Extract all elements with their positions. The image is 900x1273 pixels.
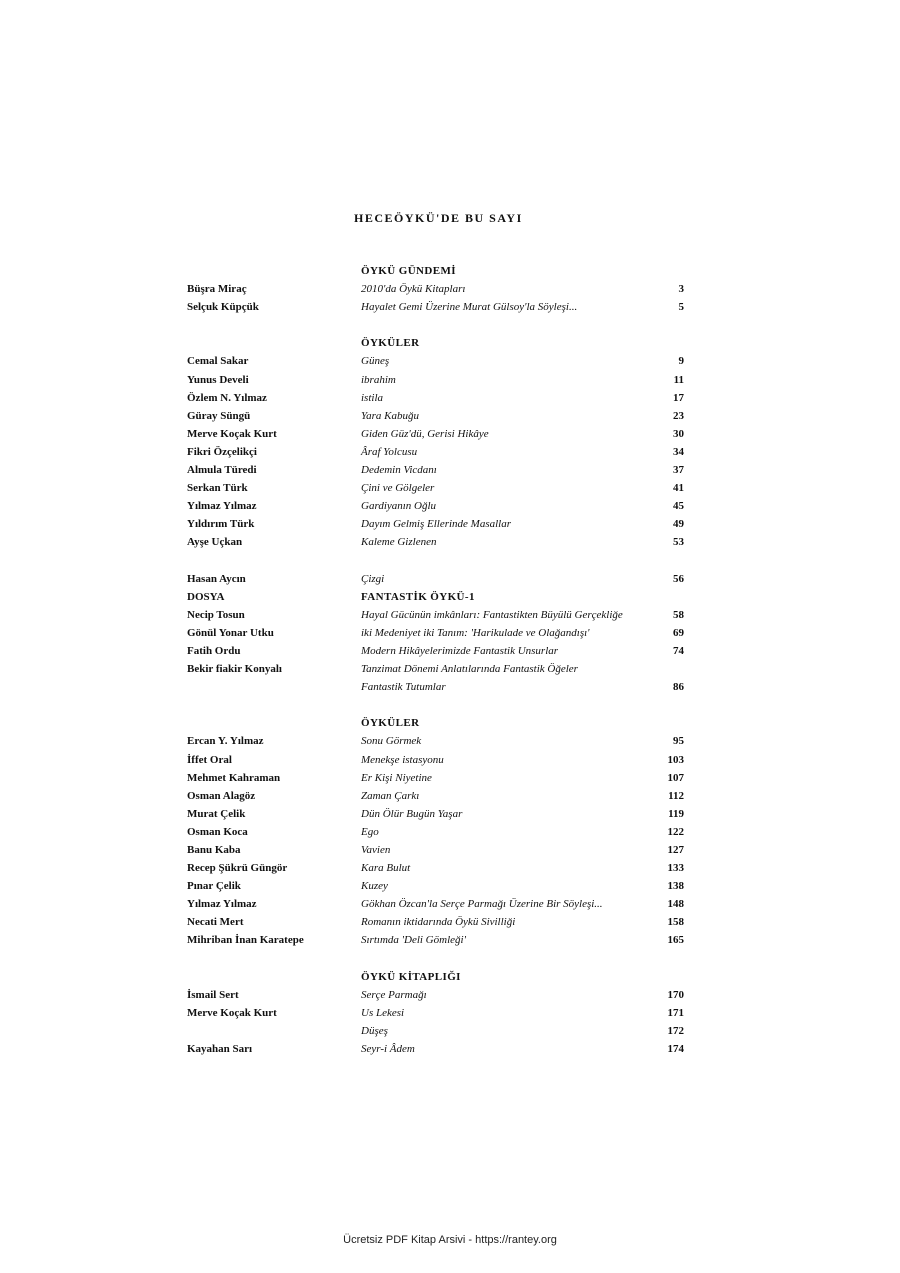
toc-entry-row: [187, 1040, 684, 1058]
toc-entry-row: [187, 624, 684, 642]
toc-section-heading: ÖYKÜLER: [361, 717, 420, 730]
toc-page-number: 127: [667, 844, 684, 856]
toc-entry-row: [187, 407, 684, 425]
toc-section-heading: ÖYKÜ KİTAPLIĞI: [361, 970, 461, 983]
toc-page-number: 41: [673, 482, 684, 495]
toc-title: Seyr-i Âdem: [361, 1043, 415, 1056]
toc-page-number: 58: [673, 608, 684, 621]
toc-page-number: 9: [678, 355, 684, 368]
toc-title: Hayal Gücünün imkânları: Fantastikten Büyülü Gerçekliğe: [361, 608, 623, 621]
toc-spacer: [187, 552, 684, 570]
toc-page-number: 119: [668, 807, 684, 820]
toc-title: Dün Ölür Bugün Yaşar: [361, 807, 463, 820]
toc-author: Kayahan Sarı: [187, 1043, 253, 1056]
toc-title: Yara Kabuğu: [361, 409, 419, 422]
toc-author: Hasan Aycın: [187, 572, 246, 585]
toc-entry-row: [187, 570, 684, 588]
toc-entry-row: [187, 606, 684, 624]
toc-title: Er Kişi Niyetine: [361, 771, 432, 784]
toc-spacer: [187, 316, 684, 334]
toc-author: Yılmaz Yılmaz: [187, 500, 257, 513]
toc-title: Sonu Görmek: [361, 735, 422, 748]
toc-entry-row: [187, 913, 684, 931]
footer-text: Ücretsiz PDF Kitap Arsivi - https://rantey.org: [343, 1234, 557, 1246]
page-title: HECEÖYKÜ'DE BU SAYI: [354, 211, 523, 225]
toc-page-number: 53: [673, 536, 684, 549]
toc-section-row: [187, 262, 684, 280]
toc-author: Merve Koçak Kurt: [187, 427, 277, 440]
toc-title: Zaman Çarkı: [361, 789, 420, 802]
toc-page-number: 170: [667, 988, 684, 1001]
toc-entry-row: [187, 479, 684, 497]
toc-title: Hayalet Gemi Üzerine Murat Gülsoy'la Söyleşi...: [361, 301, 578, 314]
toc-entry-row: [187, 841, 684, 859]
toc-title: Dayım Gelmiş Ellerinde Masallar: [361, 518, 512, 531]
toc-title: Us Lekesi: [361, 1006, 405, 1019]
toc-title: Kaleme Gizlenen: [361, 536, 437, 549]
toc-author: Gönül Yonar Utku: [187, 626, 274, 639]
toc-title: Düşeş: [361, 1024, 388, 1037]
toc-title: Modern Hikâyelerimizde Fantastik Unsurlar: [361, 644, 559, 657]
toc-title: 2010'da Öykü Kitapları: [361, 283, 466, 296]
toc-page-number: 49: [673, 518, 684, 531]
toc-author: Ayşe Uçkan: [187, 536, 243, 549]
toc-author: Cemal Sakar: [187, 355, 249, 368]
toc-author: Yıldırım Türk: [187, 518, 255, 531]
toc-author: Almula Türedi: [187, 464, 257, 477]
toc-author: İsmail Sert: [187, 988, 239, 1001]
toc-entry-row: [187, 660, 684, 678]
toc-page-number: 86: [673, 681, 684, 694]
toc-page-number: 23: [673, 409, 684, 422]
toc-entry-row: [187, 1004, 684, 1022]
toc-entry-row: [187, 389, 684, 407]
toc-page-number: 112: [668, 789, 684, 802]
toc-entry-row: [187, 443, 684, 461]
toc-author: Necip Tosun: [187, 608, 245, 621]
toc-author: Selçuk Küpçük: [187, 301, 259, 314]
toc-entry-row: [187, 859, 684, 877]
toc-page-number: 171: [667, 1006, 684, 1019]
toc-page-number: 5: [678, 301, 684, 314]
toc-title: Kuzey: [361, 880, 388, 893]
toc-entry-row: [187, 895, 684, 913]
toc-page-number: 37: [673, 464, 684, 477]
toc-section-row: [187, 588, 684, 606]
toc-title: ibrahim: [361, 373, 396, 386]
toc-spacer: [187, 950, 684, 968]
toc-page-number: 30: [673, 427, 684, 440]
toc-entry-row: [187, 461, 684, 479]
toc-entry-row: [187, 515, 684, 533]
toc-title: Fantastik Tutumlar: [361, 681, 446, 694]
toc-entry-row: [187, 732, 684, 750]
toc-page-number: 107: [667, 771, 684, 784]
toc-author: Mehmet Kahraman: [187, 771, 281, 784]
toc-page-number: 138: [667, 880, 684, 893]
toc-author: Fikri Özçelikçi: [187, 445, 257, 458]
toc-section-row: [187, 334, 684, 352]
toc-entry-row: [187, 425, 684, 443]
toc-section-heading: ÖYKÜLER: [361, 337, 420, 350]
toc-page-number: 133: [667, 862, 684, 875]
toc-page-number: 148: [667, 898, 684, 911]
toc-title: Güneş: [361, 355, 390, 368]
toc-author: Büşra Miraç: [187, 283, 247, 296]
toc-entry-row: [187, 371, 684, 389]
toc-entry-row: [187, 678, 684, 696]
toc-author: Murat Çelik: [187, 807, 246, 820]
toc-author: Necati Mert: [187, 916, 244, 929]
toc-page-number: 11: [673, 373, 684, 386]
toc-author: Banu Kaba: [187, 844, 241, 856]
toc-author: Ercan Y. Yılmaz: [187, 735, 264, 748]
toc-title: Menekşe istasyonu: [361, 753, 444, 766]
toc-entry-row: [187, 1022, 684, 1040]
toc-page-number: 174: [667, 1043, 684, 1056]
toc-entry-row: [187, 751, 684, 769]
toc-page-number: 17: [673, 391, 684, 404]
toc-title: Sırtımda 'Deli Gömleği': [361, 934, 466, 947]
toc-page-number: 122: [667, 825, 684, 838]
toc-title: istila: [361, 391, 384, 404]
toc-page-number: 56: [673, 572, 684, 585]
toc-page-number: 34: [673, 445, 684, 458]
toc-entry-row: [187, 642, 684, 660]
toc-author: Pınar Çelik: [187, 880, 241, 893]
toc-spacer: [187, 696, 684, 714]
toc-author: Osman Koca: [187, 825, 248, 838]
toc-title: Dedemin Vicdanı: [361, 464, 437, 477]
toc-entry-row: [187, 352, 684, 370]
toc-title: Âraf Yolcusu: [361, 445, 418, 458]
toc-title: iki Medeniyet iki Tanım: 'Harikulade ve Olağandışı': [361, 626, 590, 639]
toc-author: DOSYA: [187, 590, 225, 603]
toc-title: Gardiyanın Oğlu: [361, 500, 437, 513]
toc-entry-row: [187, 823, 684, 841]
toc-page-number: 165: [667, 934, 684, 947]
toc-entry-row: [187, 986, 684, 1004]
table-of-contents: [187, 262, 684, 1058]
toc-entry-row: [187, 931, 684, 949]
toc-author: Recep Şükrü Güngör: [187, 862, 288, 875]
toc-title: Kara Bulut: [361, 862, 411, 875]
toc-title: Çizgi: [361, 572, 385, 585]
toc-author: Merve Koçak Kurt: [187, 1006, 277, 1019]
toc-title: Serçe Parmağı: [361, 988, 427, 1001]
toc-page-number: 95: [673, 735, 684, 748]
toc-entry-row: [187, 787, 684, 805]
toc-entry-row: [187, 805, 684, 823]
toc-author: Özlem N. Yılmaz: [187, 391, 267, 404]
toc-section-heading: ÖYKÜ GÜNDEMİ: [361, 265, 456, 277]
toc-entry-row: [187, 877, 684, 895]
toc-page-number: 45: [673, 500, 684, 513]
toc-author: Yılmaz Yılmaz: [187, 898, 257, 911]
toc-author: Bekir fiakir Konyalı: [187, 663, 282, 676]
toc-entry-row: [187, 769, 684, 787]
toc-section-heading: FANTASTİK ÖYKÜ-1: [361, 590, 475, 603]
toc-title: Vavien: [361, 844, 391, 856]
toc-section-row: [187, 714, 684, 732]
toc-title: Giden Güz'dü, Gerisi Hikâye: [361, 427, 489, 440]
toc-author: Güray Süngü: [187, 409, 251, 422]
toc-author: Mihriban İnan Karatepe: [187, 934, 304, 947]
toc-page-number: 103: [667, 753, 684, 766]
toc-entry-row: [187, 533, 684, 551]
toc-title: Ego: [361, 825, 379, 838]
toc-entry-row: [187, 280, 684, 298]
toc-author: Osman Alagöz: [187, 789, 256, 802]
toc-page-number: 158: [667, 916, 684, 929]
toc-author: Serkan Türk: [187, 482, 248, 495]
toc-title: Tanzimat Dönemi Anlatılarında Fantastik Öğeler: [361, 663, 578, 676]
toc-entry-row: [187, 298, 684, 316]
toc-title: Gökhan Özcan'la Serçe Parmağı Üzerine Bir Söyleşi...: [361, 898, 603, 911]
toc-title: Romanın iktidarında Öykü Sivilliği: [361, 916, 516, 929]
toc-page-number: 69: [673, 626, 684, 639]
toc-title: Çini ve Gölgeler: [361, 482, 435, 495]
toc-author: İffet Oral: [187, 753, 232, 766]
toc-page-number: 172: [667, 1024, 684, 1037]
toc-author: Yunus Develi: [187, 373, 249, 386]
toc-page-number: 3: [678, 283, 684, 296]
toc-section-row: [187, 968, 684, 986]
toc-entry-row: [187, 497, 684, 515]
toc-page-number: 74: [673, 644, 684, 657]
toc-author: Fatih Ordu: [187, 644, 241, 657]
